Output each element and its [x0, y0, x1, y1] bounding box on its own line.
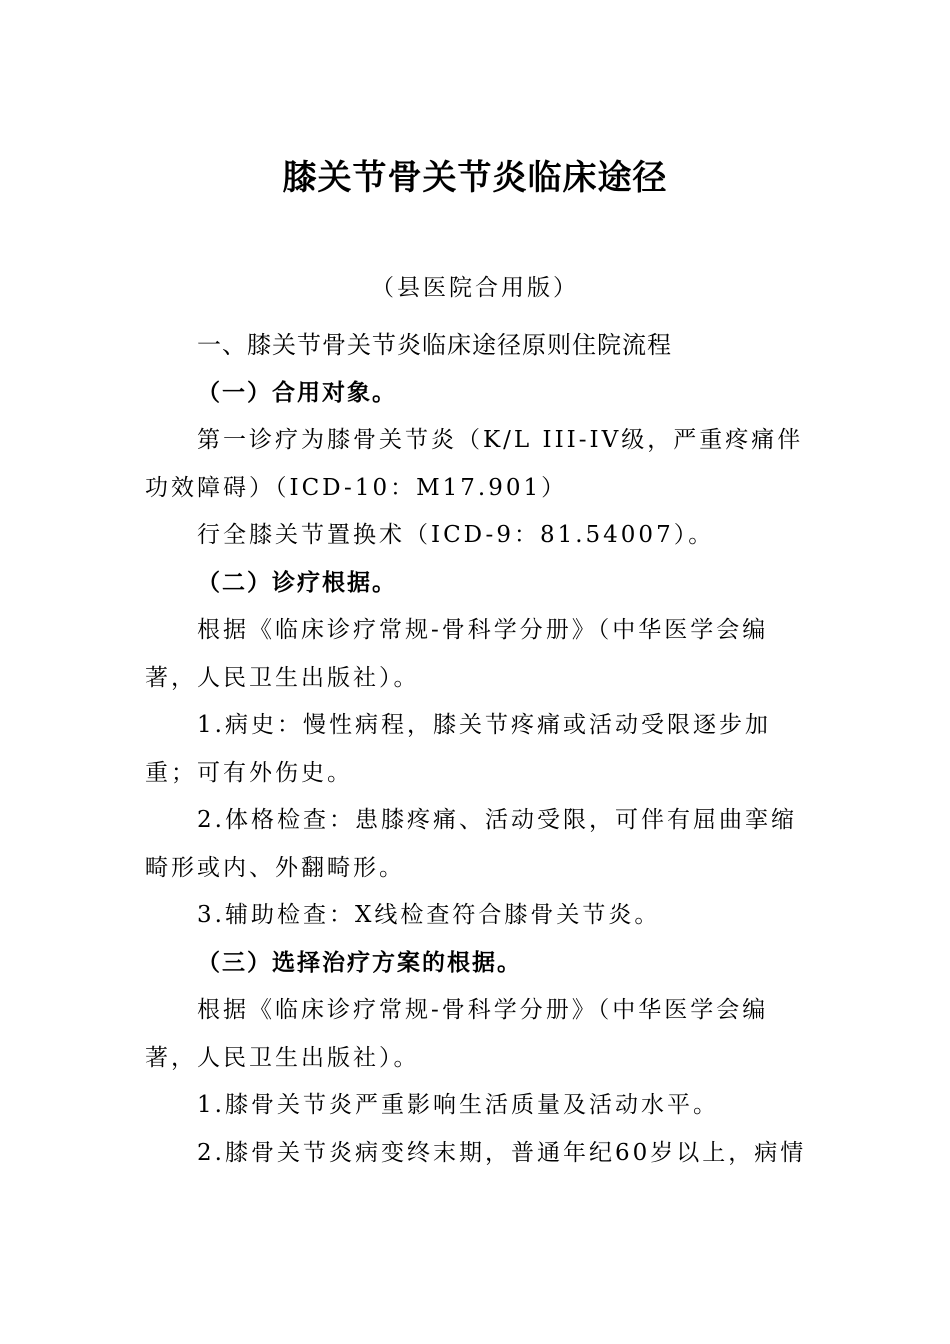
- body-paragraph: 1.病史：慢性病程，膝关节疼痛或活动受限逐步加重；可有外伤史。: [145, 712, 771, 786]
- document-body: [145, 322, 810, 1177]
- document-subtitle: （县医院合用版）: [371, 275, 579, 301]
- body-paragraph: 第一诊疗为膝骨关节炎（K/L III-IV级，严重疼痛伴功效障碍）（ICD-10：M17.901）: [145, 427, 804, 501]
- body-paragraph: 3.辅助检查：X线检查符合膝骨关节炎。: [197, 902, 661, 928]
- body-paragraph: 根据《临床诊疗常规-骨科学分册》（中华医学会编著，人民卫生出版社）。: [145, 997, 769, 1071]
- body-paragraph: 2.膝骨关节炎病变终末期，普通年纪60岁以上，病情: [197, 1139, 807, 1166]
- body-paragraph: 行全膝关节置换术（ICD-9：81.54007）。: [197, 522, 715, 548]
- body-paragraph: 根据《临床诊疗常规-骨科学分册》（中华医学会编著，人民卫生出版社）。: [145, 617, 769, 691]
- subsection-heading: （一）合用对象。: [197, 379, 397, 406]
- body-paragraph: 2.体格检查：患膝疼痛、活动受限，可伴有屈曲挛缩畸形或内、外翻畸形。: [145, 807, 797, 881]
- subsection-heading: （二）诊疗根据。: [197, 569, 397, 596]
- section-heading: 一、膝关节骨关节炎临床途径原则住院流程: [197, 331, 672, 359]
- subsection-heading: （三）选择治疗方案的根据。: [197, 949, 522, 976]
- body-paragraph: 1.膝骨关节炎严重影响生活质量及活动水平。: [197, 1092, 719, 1118]
- document-title: 膝关节骨关节炎临床途径: [282, 158, 668, 198]
